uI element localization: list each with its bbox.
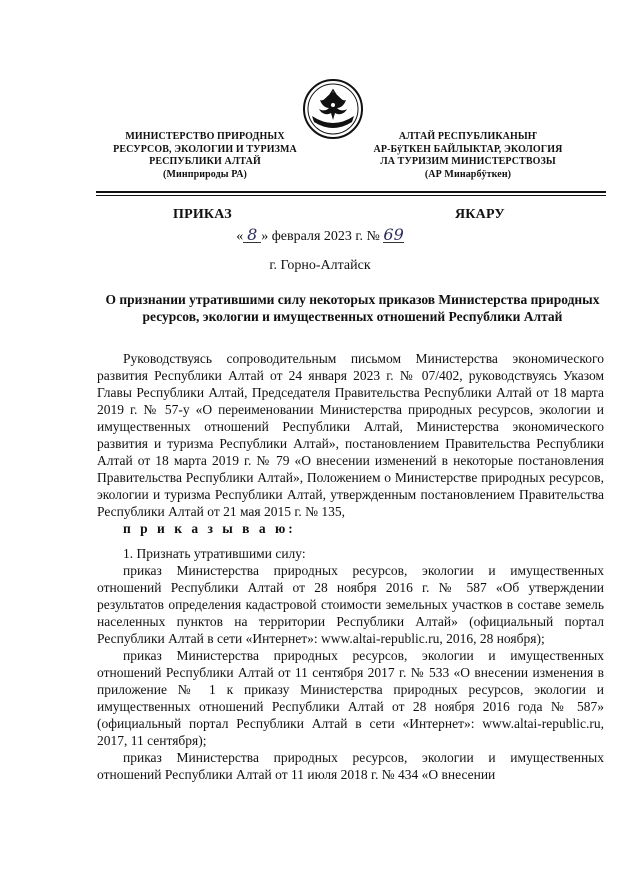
order-word-altai: ЯКАРУ [455,207,505,222]
repealed-order-paragraph: приказ Министерства природных ресурсов, экологии и имущественных отношений Республики Алтай от 11 июля 2018 г. № 434 «О внесении [97,750,604,782]
order-directive-word: п р и к а з ы в а ю: [123,521,296,536]
header-divider-thin [96,195,606,196]
header-right-ministry-name [368,131,568,181]
date-month-year: » февраля 2023 г. № [261,229,380,244]
header-left-line: РЕСПУБЛИКИ АЛТАЙ [149,156,261,167]
order-directive [97,520,604,537]
header-left-line: МИНИСТЕРСТВО ПРИРОДНЫХ [125,131,285,142]
repealed-order-paragraph: приказ Министерства природных ресурсов, экологии и имущественных отношений Республики Алтай от 28 ноября 2016 г. № 587 «Об утверждении результатов определения кадастровой стоимости земельных участков в составе земель населенных пунктов на территории Республики Алтай» (официальный портал Республики Алтай в сети «Интернет»: www.altai-republic.ru, 2016, 28 ноября); [97,563,604,646]
item-1-heading: 1. Признать утратившими силу: [123,546,306,561]
order-date-line [0,225,640,245]
header-right-line: (АР Минарбÿткен) [424,168,512,180]
document-body [97,350,604,783]
coat-of-arms-emblem [302,78,364,140]
repealed-order-paragraph: приказ Министерства природных ресурсов, экологии и имущественных отношений Республики Алтай от 11 сентября 2017 г. № 533 «О внесении изменения в приложение № 1 к приказу Министерства природных ресурсов, экологии и имущественных отношений Республики Алтай от 28 ноября 2016 года № 587» (официальный портал Республики Алтай в сети «Интернет»: www.altai-republic.ru, 2017, 11 сентября); [97,648,604,748]
header-left-ministry-name [110,131,300,181]
header-left-line: (Минприроды РА) [163,168,247,180]
preamble-paragraph: Руководствуясь сопроводительным письмом Министерства экономического развития Республики Алтай от 24 января 2023 г. № 07/402, руководствуясь Указом Главы Республики Алтай, Председателя Правительства Республики Алтай от 18 марта 2019 г. № 57-у «О переименовании Министерства природных ресурсов, экологии и имущественных отношений Республики Алтай, Министерства экономического развития и туризма Республики Алтай», постановлением Правительства Республики Алтай от 18 марта 2019 г. № 79 «О внесении изменений в некоторые постановления Правительства Республики Алтай», Положением о Министерстве природных ресурсов, экологии и туризма Республики Алтай, утвержденным постановлением Правительства Республики Алтай от 21 мая 2015 г. № 135, [97,351,604,519]
handwritten-day: 8 [243,228,261,243]
date-open-quote: « [236,229,244,244]
header-right-line: АЛТАЙ РЕСПУБЛИКАНЫҤ [398,131,538,142]
header-right-line: АР-БÿТКЕН БАЙЛЫКТАР, ЭКОЛОГИЯ [373,143,563,155]
handwritten-order-number: 69 [383,225,404,244]
header-divider-thick [96,191,606,193]
order-word-russian: ПРИКАЗ [173,207,232,222]
header-right-line: ЛА ТУРИЗИМ МИНИСТЕРСТВОЗЫ [380,156,556,167]
document-title: О признании утратившими силу некоторых приказов Министерства природных ресурсов, экологии и имущественных отношений Республики Алтай [105,292,600,324]
header-left-line: РЕСУРСОВ, ЭКОЛОГИИ И ТУРИЗМА [113,143,297,155]
city-name: г. Горно-Алтайск [269,258,371,273]
